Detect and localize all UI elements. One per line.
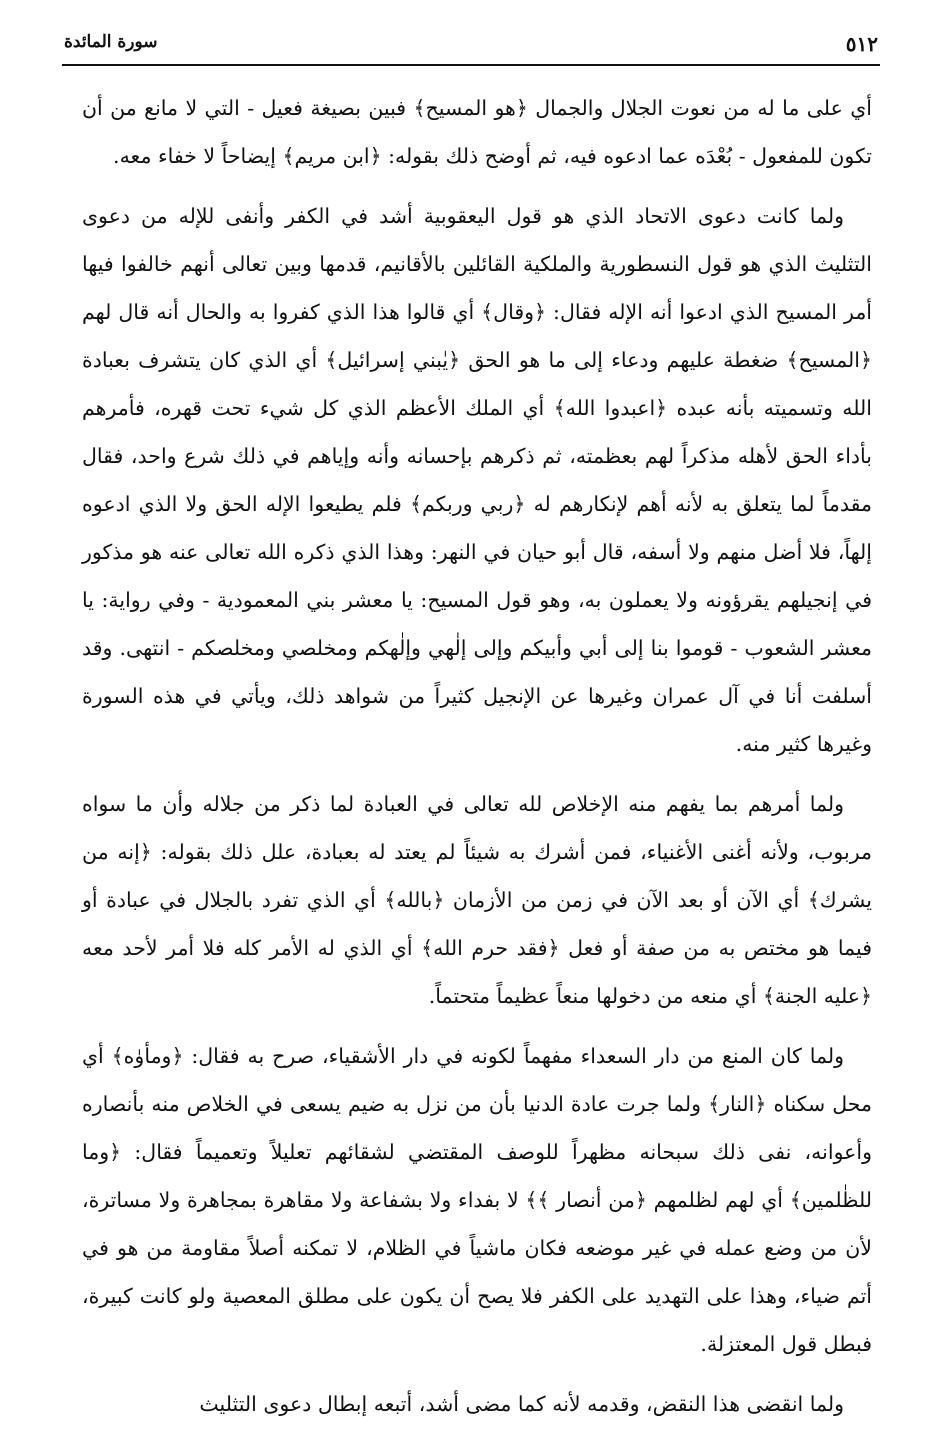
paragraph: ولما كان المنع من دار السعداء مفهماً لكونه في دار الأشقياء، صرح به فقال: ﴿ومأوٰه﴾ أي محل سكناه ﴿النار﴾ ولما جرت عادة الدنيا بأن من نزل به ضيم يسعى في الخلاص منه بأنصاره وأعوانه، نفى ذلك سبحانه مظهراً للوصف المقتضي لشقائهم تعليلاً وتعميماً فقال: ﴿وما للظٰلمين﴾ أي لهم لظلمهم ﴿من أنصار ﴾﴾ لا بفداء ولا بشفاعة ولا مقاهرة بمجاهرة ولا مساترة، لأن من وضع عمله في غير موضعه فكان ماشياً في الظلام، لا تمكنه أصلاً مقاومة من هو في أتم ضياء، وهذا على التهديد على الكفر فلا يصح أن يكون على مطلق المعصية ولو كانت كبيرة، فبطل قول المعتزلة.	[82, 1044, 872, 1356]
header-divider	[62, 64, 880, 66]
page-header	[64, 28, 878, 64]
paragraph: ولما انقضى هذا النقض، وقدمه لأنه كما مضى أشد، أتبعه إبطال دعوى التثليث	[199, 1392, 844, 1416]
paragraph: أي على ما له من نعوت الجلال والجمال ﴿هو المسيح﴾ فبين بصيغة فعيل - التي لا مانع من أن تكون للمفعول - بُعْدَه عما ادعوه فيه، ثم أوضح ذلك بقوله: ﴿ابن مريم﴾ إيضاحاً لا خفاء معه.	[82, 96, 872, 168]
page-body	[82, 84, 872, 1440]
page-number: ٥١٢	[845, 32, 878, 56]
running-title: سورة المائدة	[64, 32, 158, 52]
paragraph: ولما كانت دعوى الاتحاد الذي هو قول اليعقوبية أشد في الكفر وأنفى للإله من دعوى التثليث الذي هو قول النسطورية والملكية القائلين بالأقانيم، قدمها وبين تعالى أنهم خالفوا فيها أمر المسيح الذي ادعوا أنه الإله فقال: ﴿وقال﴾ أي قالوا هذا الذي كفروا به والحال أنه قال لهم ﴿المسيح﴾ ضغطة عليهم ودعاء إلى ما هو الحق ﴿يٰبني إسرائيل﴾ أي الذي كان يتشرف بعبادة الله وتسميته بأنه عبده ﴿اعبدوا الله﴾ أي الملك الأعظم الذي كل شيء تحت قهره، فأمرهم بأداء الحق لأهله مذكراً لهم بعظمته، ثم ذكرهم بإحسانه وأنه وإياهم في ذلك شرع واحد، فقال مقدماً لما يتعلق به لأنه أهم لإنكارهم له ﴿ربي وربكم﴾ فلم يطيعوا الإله الحق ولا الذي ادعوه إلهاً، فلا أضل منهم ولا أسفه، قال أبو حيان في النهر: وهذا الذي ذكره الله تعالى عنه هو مذكور في إنجيلهم يقرؤونه ولا يعملون به، وهو قول المسيح: يا معشر بني المعمودية - وفي رواية: يا معشر الشعوب - قوموا بنا إلى أبي وأبيكم وإلى إلٰهي وإلٰهكم ومخلصي ومخلصكم - انتهى. وقد أسلفت أنا في آل عمران وغيرها عن الإنجيل كثيراً من شواهد ذلك، ويأتي في هذه السورة وغيرها كثير منه.	[82, 204, 872, 756]
paragraph: ولما أمرهم بما يفهم منه الإخلاص لله تعالى في العبادة لما ذكر من جلاله وأن ما سواه مربوب، ولأنه أغنى الأغنياء، فمن أشرك به شيئاً لم يعتد له بعبادة، علل ذلك بقوله: ﴿إنه من يشرك﴾ أي الآن أو بعد الآن في زمن من الأزمان ﴿بالله﴾ أي الذي تفرد بالجلال في عبادة أو فيما هو مختص به من صفة أو فعل ﴿فقد حرم الله﴾ أي الذي له الأمر كله فلا أمر لأحد معه ﴿عليه الجنة﴾ أي منعه من دخولها منعاً عظيماً متحتماً.	[82, 792, 872, 1008]
